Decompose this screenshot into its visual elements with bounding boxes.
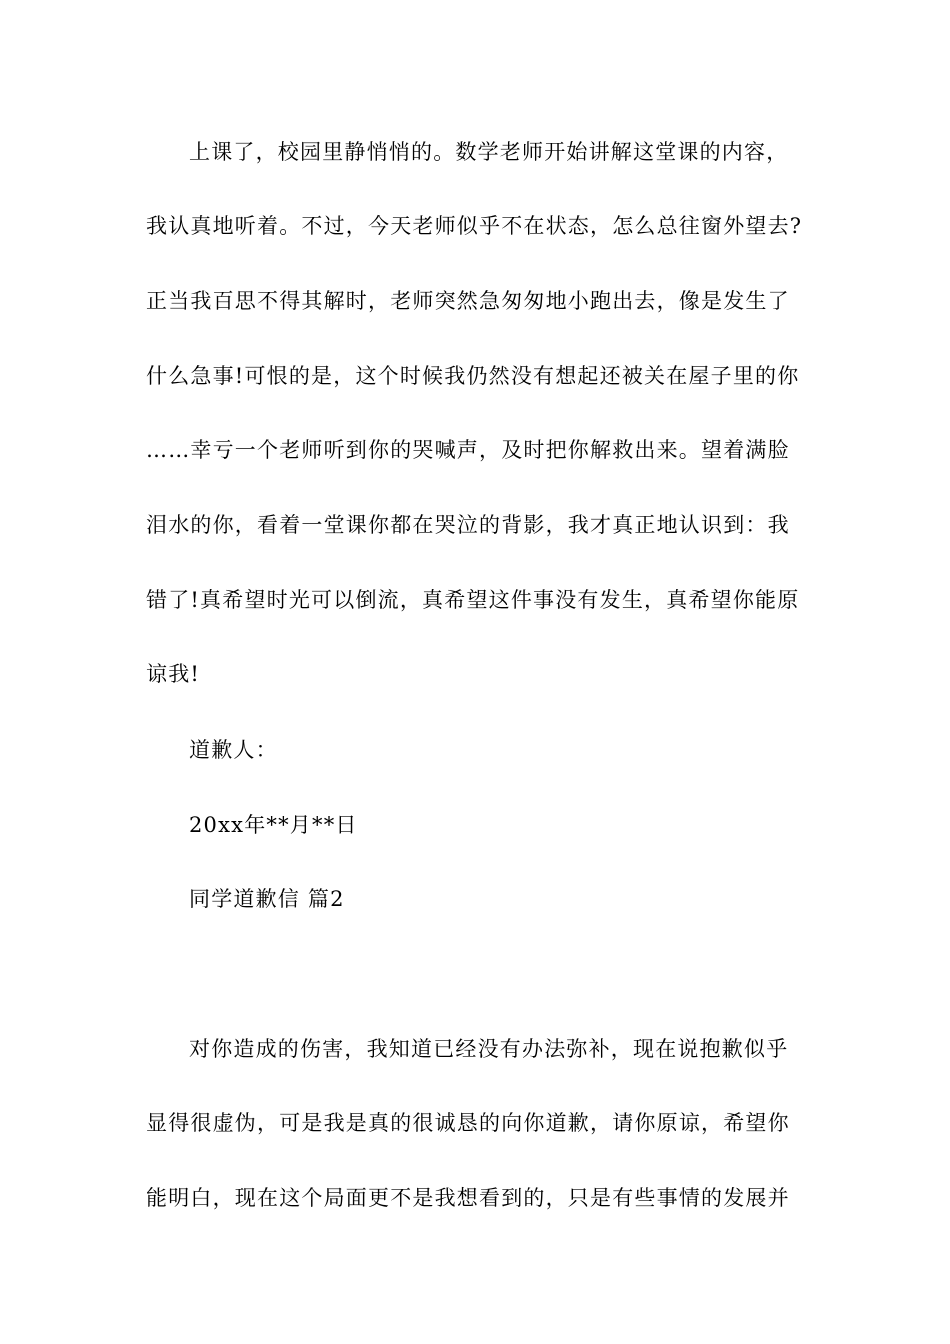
signature-date: 20xx年**月**日 bbox=[189, 813, 358, 837]
paragraph1-line-6: 泪水的你，看着一堂课你都在哭泣的背影，我才真正地认识到：我 bbox=[146, 513, 790, 537]
paragraph1-line-8: 谅我! bbox=[146, 662, 201, 686]
paragraph1-line-3: 正当我百思不得其解时，老师突然急匆匆地小跑出去，像是发生了 bbox=[146, 289, 790, 313]
paragraph2-line-3: 能明白，现在这个局面更不是我想看到的，只是有些事情的发展并 bbox=[146, 1186, 790, 1210]
paragraph1-line-2: 我认真地听着。不过，今天老师似乎不在状态，怎么总往窗外望去? bbox=[146, 214, 803, 238]
paragraph1-line-4: 什么急事!可恨的是，这个时候我仍然没有想起还被关在屋子里的你 bbox=[146, 364, 800, 388]
paragraph1-line-5: ……幸亏一个老师听到你的哭喊声，及时把你解救出来。望着满脸 bbox=[146, 438, 790, 462]
apologizer-label: 道歉人： bbox=[189, 738, 278, 762]
paragraph1-line-1: 上课了，校园里静悄悄的。数学老师开始讲解这堂课的内容， bbox=[189, 140, 789, 164]
paragraph1-line-7: 错了!真希望时光可以倒流，真希望这件事没有发生，真希望你能原 bbox=[146, 588, 800, 612]
section-heading: 同学道歉信 篇2 bbox=[189, 887, 345, 911]
paragraph2-line-1: 对你造成的伤害，我知道已经没有办法弥补，现在说抱歉似乎 bbox=[189, 1037, 789, 1061]
paragraph2-line-2: 显得很虚伪，可是我是真的很诚恳的向你道歉，请你原谅，希望你 bbox=[146, 1111, 790, 1135]
